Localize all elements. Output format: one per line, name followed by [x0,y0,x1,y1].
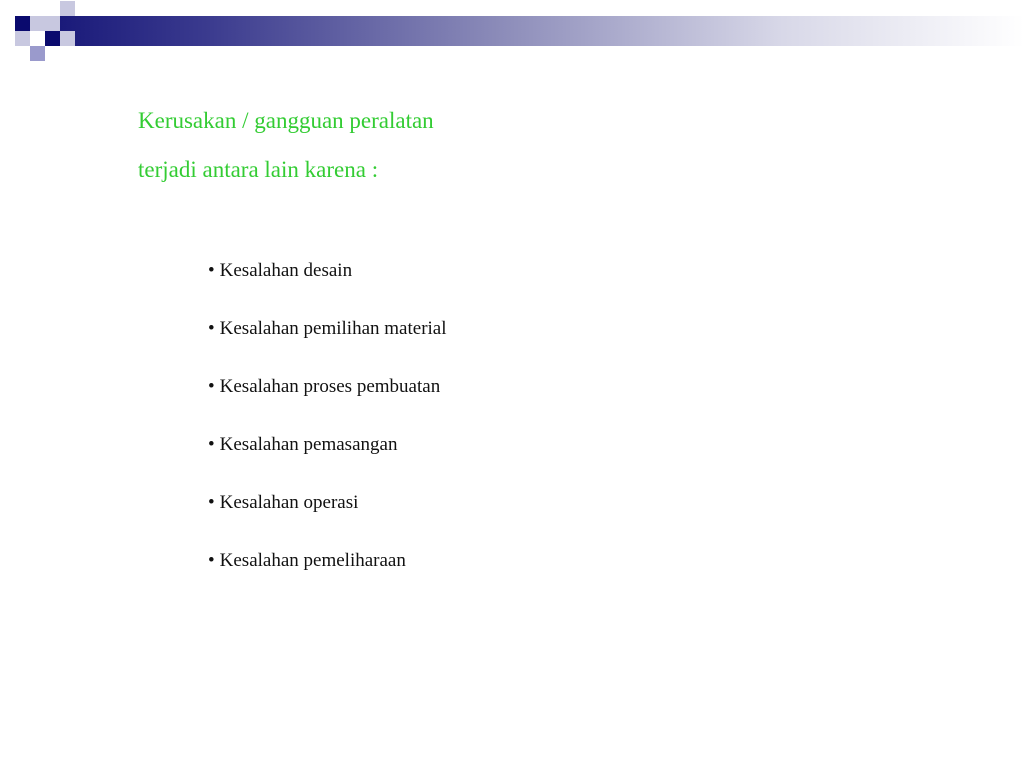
decorative-square [45,16,60,31]
decorative-square [45,31,60,46]
slide-title-line-1: Kerusakan / gangguan peralatan [138,108,434,133]
decorative-square [60,1,75,16]
bullet-text: Kesalahan desain [219,260,353,281]
bullet-text: Kesalahan proses pembuatan [219,376,441,397]
bullet-symbol: • [208,376,215,397]
decorative-square [0,1,15,16]
bullet-item [208,547,447,605]
bullet-item [208,257,447,315]
bullet-symbol: • [208,434,215,455]
bullet-text: Kesalahan pemasangan [219,434,398,455]
decorative-square [30,16,45,31]
bullet-text: Kesalahan pemilihan material [219,318,447,339]
header-gradient-band [60,16,1024,46]
decorative-square [60,31,75,46]
decorative-square [15,31,30,46]
bullet-item [208,489,447,547]
bullet-item [208,315,447,373]
bullet-symbol: • [208,492,215,513]
bullet-text: Kesalahan pemeliharaan [219,550,406,571]
bullet-item [208,431,447,489]
bullet-symbol: • [208,550,215,571]
bullet-list [208,257,447,605]
slide-title-line-2: terjadi antara lain karena : [138,157,379,182]
bullet-symbol: • [208,260,215,281]
decorative-square [15,16,30,31]
bullet-text: Kesalahan operasi [219,492,359,513]
bullet-symbol: • [208,318,215,339]
decorative-square [30,46,45,61]
bullet-item [208,373,447,431]
slide-title [138,96,434,194]
